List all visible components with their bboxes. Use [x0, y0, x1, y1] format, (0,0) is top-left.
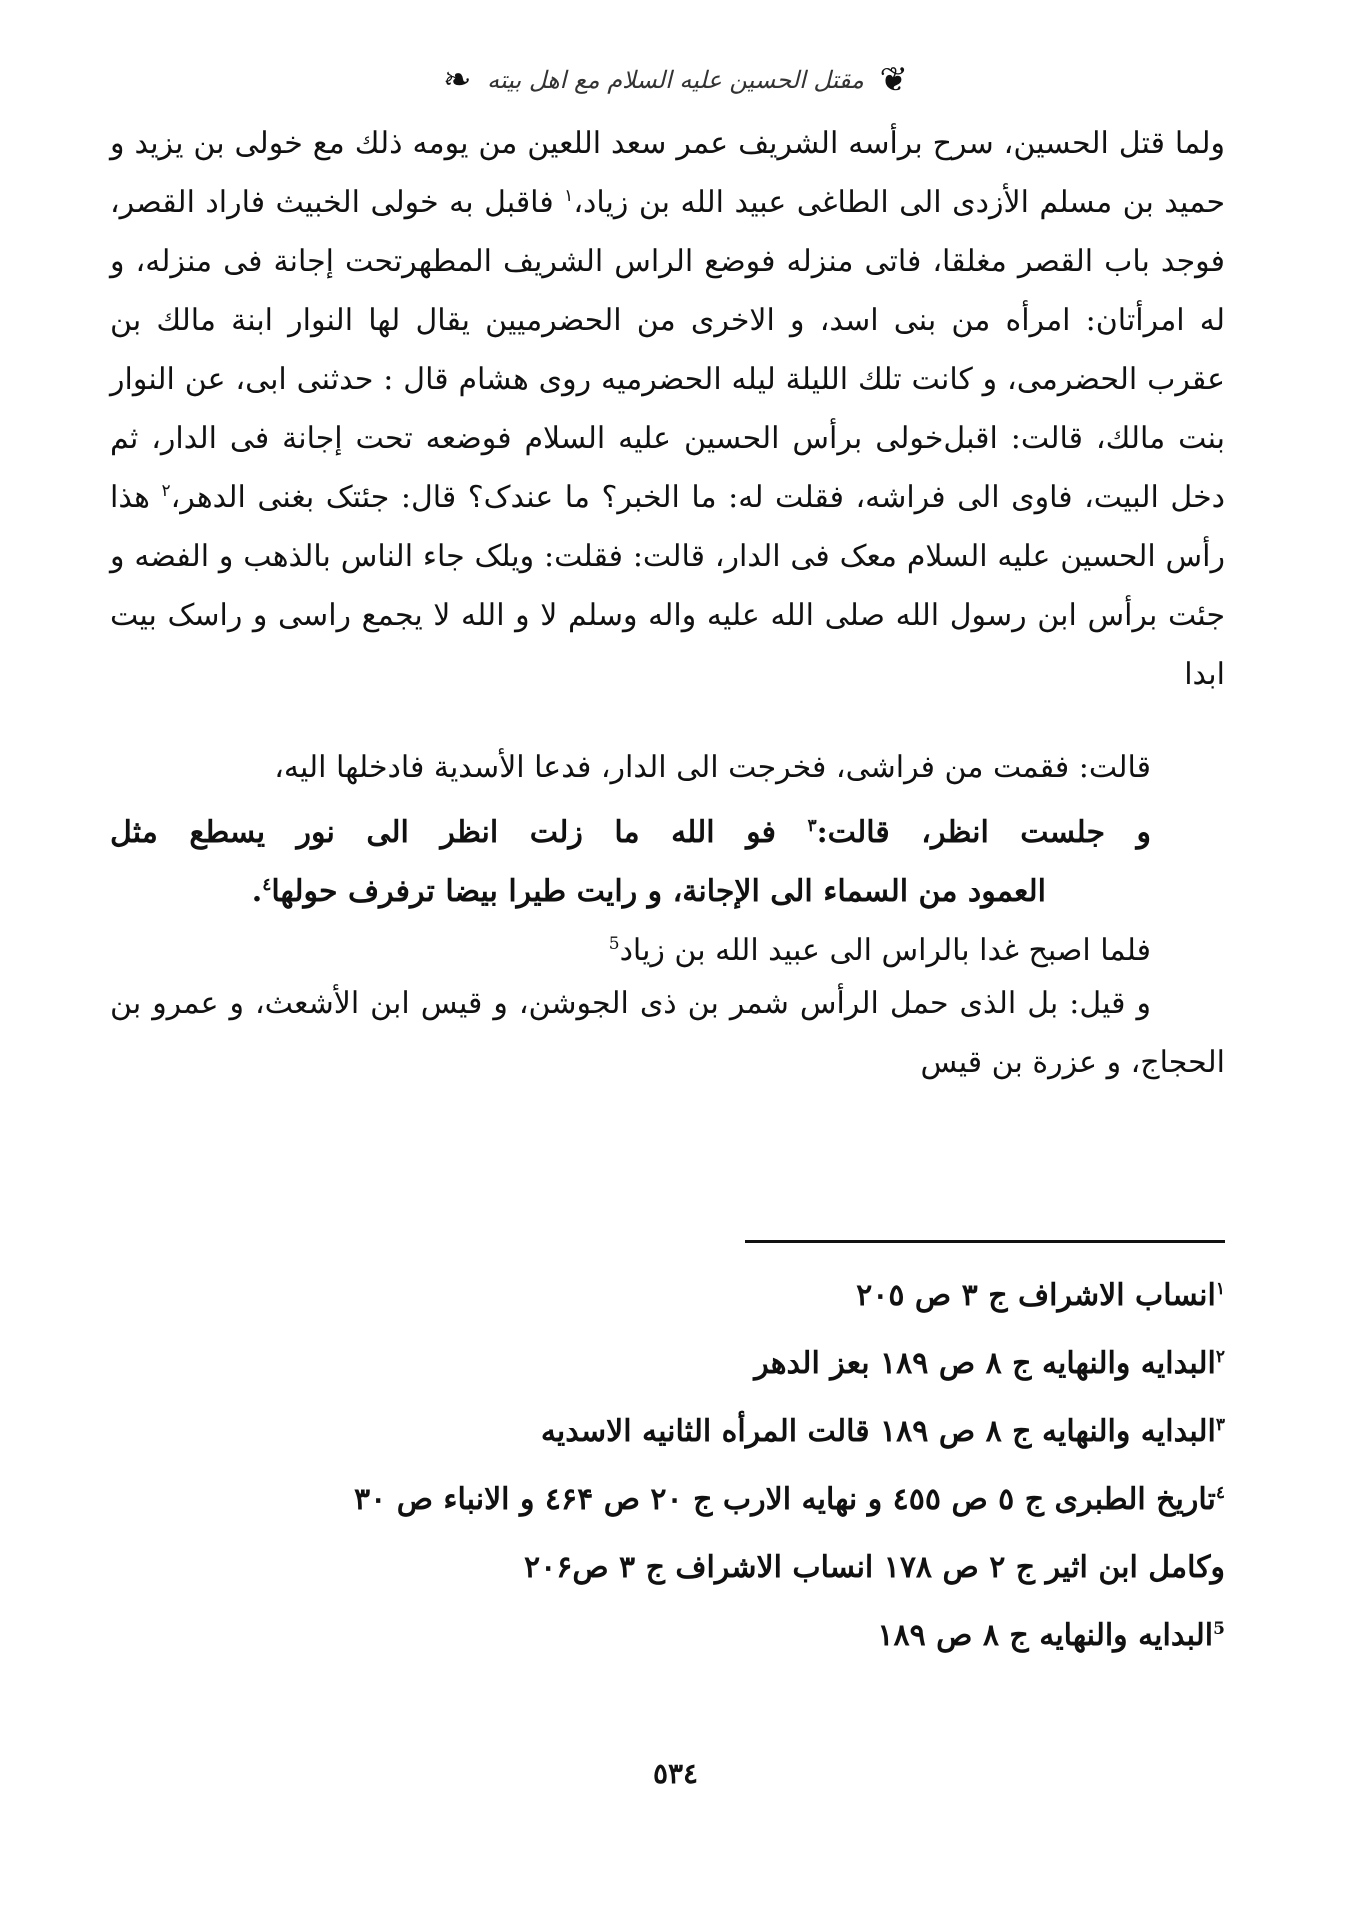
header-title: مقتل الحسين عليه السلام مع اهل بيته [487, 66, 864, 94]
line-it-was-said [110, 974, 1151, 1033]
running-header [0, 60, 1351, 100]
line-4-quote: العمود من السماء الى الإجانة، و رايت طيرا بيضا ترفرف حولها [271, 874, 1046, 909]
footnote-ref-4: ٤ [262, 875, 272, 895]
footnote-3: $^٣$البدايه والنهايه ج ٨ ص ١٨٩ قالت المرأه الثانيه الاسديه [540, 1414, 1225, 1449]
line-6-text: و قيل: بل الذى حمل الرأس شمر بن ذى الجوشن، و قيس ابن الأشعث، و عمرو بن [110, 986, 1151, 1021]
paragraph-1-continued: فاقبل به خولى الخبيث فاراد القصر، فوجد باب القصر مغلقا، فاتى منزله فوضع الراس الشريف المطهرتحت إجانة فى منزله، و له امرأتان: امرأه من بنى اسد، و الاخرى من الحضرميين يقال لها النوار ابنة مالك بن عقرب الحضرمى، و كانت تلك الليلة ليله الحضرميه روى هشام قال : حدثنى ابى، عن النوار بنت مالك، قالت: اقبل‌خولى برأس الحسين عليه السلام فوضعه تحت إجانة فى الدار، ثم دخل البيت، فاوى الى فراشه، فقلت له: ما الخبر؟ ما عندک؟ قال: جئتک بغنى الدهر، [110, 185, 1225, 515]
paragraph-1-end: هذا رأس الحسين عليه السلام معک فى الدار، قالت: فقلت: ويلک جاء الناس بالذهب و الفضه و جئت برأس ابن رسول الله صلى الله عليه واله وسلم لا و الله لا يجمع راسى و راسک بيت ابدا [110, 480, 1225, 692]
footnote-5: $^5$البدايه والنهايه ج ٨ ص ١٨٩ [877, 1618, 1225, 1653]
footnote-ref-5: 5 [608, 934, 620, 954]
ornament-right-icon: ❦ [879, 60, 908, 100]
footnote-divider [745, 1240, 1225, 1243]
paragraph-1-text: ولما قتل الحسين، سرح برأسه الشريف عمر سعد اللعين من يومه ذلك مع خولى بن يزيد و حميد بن مسلم الأزدى الى الطاغى عبيد الله بن زياد، [110, 126, 1225, 220]
footnote-ref-3: ٣ [807, 816, 817, 836]
footnote-ref-2: ٢ [161, 481, 171, 501]
footnote-ref-1: ١ [564, 186, 574, 206]
page-number: ٥٣٤ [652, 1757, 699, 1790]
line-rose-from-bed [274, 738, 1151, 797]
paragraph-1 [110, 114, 1225, 704]
line-6-end: الحجاج، و عزرة بن قيس [920, 1045, 1225, 1080]
main-paragraph [110, 114, 1225, 704]
line-5-text: فلما اصبح غدا بالراس الى عبيد الله بن زياد [619, 933, 1151, 968]
line-morning [609, 915, 1151, 980]
line-hajjaj [920, 1033, 1225, 1092]
line-3-quote: فو الله ما زلت انظر الى نور يسطع مثل [110, 815, 808, 850]
footnote-4-continued: وكامل ابن اثير ج ٢ ص ١٧٨ انساب الاشراف ج ٣ ص٢٠۶ [523, 1550, 1225, 1585]
footnote-4: $^٤$تاريخ الطبرى ج ٥ ص ٤٥٥ و نهايه الارب ج ٢٠ ص ٤۶۴ و الانباء ص ٣٠ [354, 1482, 1225, 1517]
ornament-left-icon: ❧ [443, 60, 472, 100]
line-2-text: قالت: فقمت من فراشى، فخرجت الى الدار، فدعا الأسدية فادخلها اليه، [274, 750, 1151, 785]
footnote-2: $^٢$البدايه والنهايه ج ٨ ص ١٨٩ بعز الدهر [754, 1346, 1225, 1381]
line-sat-watching [110, 797, 1151, 862]
line-3-start: و جلست انظر، قالت: [816, 815, 1152, 850]
footnotes [105, 1262, 1225, 1670]
footnote-1: $^١$انساب الاشراف ج ٣ ص ٢٠٥ [856, 1278, 1225, 1313]
line-pillar-of-light: العمود من السماء الى الإجانة، و رايت طيرا بيضا ترفرف حولها$^٤$. [251, 874, 1046, 909]
